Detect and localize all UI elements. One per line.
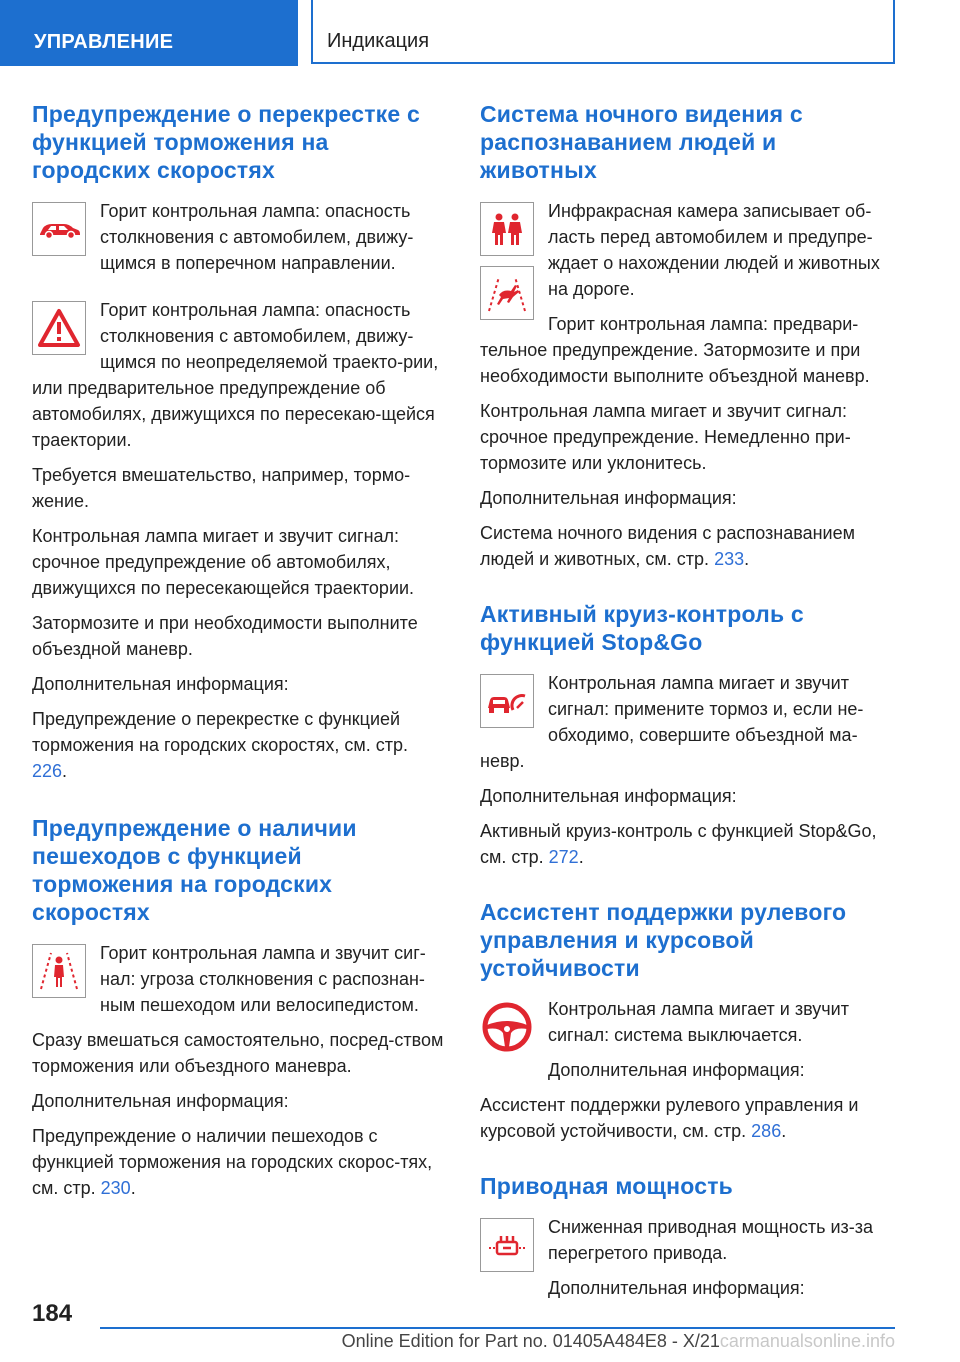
paragraph: Горит контрольная лампа: предвари-тельное предупреждение. Затормозите и при необходимости выполните объездной маневр. <box>480 314 870 386</box>
reference-text: Ассистент поддержки рулевого управления и курсовой устойчивости, см. стр. <box>480 1095 859 1141</box>
reference-text: Предупреждение о наличии пешеходов с функцией торможения на городских скорос-тях, см. стр. <box>32 1126 433 1198</box>
section-drive-power <box>480 1172 896 1310</box>
paragraph: Дополнительная информация: <box>480 786 737 806</box>
footer-edition <box>100 1331 895 1352</box>
section-title: Приводная мощность <box>480 1173 733 1199</box>
section-steering-assistant <box>480 898 896 1144</box>
pedestrian-warning-icon <box>32 944 86 998</box>
section-cruise-control <box>480 600 896 870</box>
indicator-item <box>32 198 448 285</box>
page-link[interactable]: 286 <box>751 1121 782 1141</box>
indicator-item <box>32 297 448 462</box>
page-link[interactable]: 230 <box>100 1178 131 1198</box>
footer-divider <box>100 1327 895 1329</box>
paragraph: Дополнительная информация: <box>548 1060 805 1080</box>
watermark: carmanualsonline.info <box>719 1331 895 1351</box>
paragraph: Сразу вмешаться самостоятельно, посред-ством торможения или объездного маневра. <box>32 1030 444 1076</box>
warning-triangle-icon <box>32 301 86 355</box>
indicator-item <box>480 198 896 398</box>
indicator-item <box>480 996 896 1092</box>
page-link[interactable]: 233 <box>714 549 745 569</box>
chapter-title: Индикация <box>311 0 895 64</box>
section-title: Предупреждение о наличии пешеходов с функцией торможения на городских скоростях <box>32 815 357 925</box>
left-column <box>32 100 448 1221</box>
indicator-item <box>480 670 896 783</box>
section-tab: УПРАВЛЕНИЕ <box>0 0 298 66</box>
paragraph: Контрольная лампа мигает и звучит сигнал: срочное предупреждение. Немедленно при-тормозите или уклонитесь. <box>480 401 851 473</box>
section-title: Система ночного видения с распознаванием людей и животных <box>480 101 803 183</box>
icon-stack <box>480 198 534 326</box>
animal-warning-icon <box>480 266 534 320</box>
steering-wheel-icon <box>480 1000 534 1054</box>
section-crossing-warning <box>32 100 448 784</box>
indicator-text: Горит контрольная лампа: опасность столкновения с автомобилем, движу-щимся в поперечном направлении. <box>100 201 414 273</box>
paragraph: Дополнительная информация: <box>32 1091 289 1111</box>
paragraph: Затормозите и при необходимости выполните объездной маневр. <box>32 613 418 659</box>
edition-text: Online Edition for Part no. 01405A484E8 - X/21 <box>341 1331 720 1351</box>
paragraph: Контрольная лампа мигает и звучит сигнал: срочное предупреждение об автомобилях, движущихся по пересекающейся траектории. <box>32 526 415 598</box>
people-icon <box>480 202 534 256</box>
reference-paragraph: Ассистент поддержки рулевого управления и курсовой устойчивости, см. стр. 286. <box>480 1095 859 1141</box>
indicator-text: Горит контрольная лампа и звучит сиг-нал: угроза столкновения с распознан-ным пешеходом или велосипедистом. <box>100 943 426 1015</box>
paragraph: Требуется вмешательство, например, тормо-жение. <box>32 465 411 511</box>
reference-paragraph: Активный круиз-контроль с функцией Stop&Go, см. стр. 272. <box>480 821 877 867</box>
section-night-vision <box>480 100 896 572</box>
cruise-control-icon <box>480 674 534 728</box>
reference-paragraph: Предупреждение о перекрестке с функцией торможения на городских скоростях, см. стр. 226. <box>32 709 408 781</box>
page-link[interactable]: 226 <box>32 761 63 781</box>
page-header <box>0 0 960 66</box>
page-link[interactable]: 272 <box>548 847 579 867</box>
indicator-text: Контрольная лампа мигает и звучит сигнал: примените тормоз и, если не-обходимо, совершите объездной ма-невр. <box>480 673 864 771</box>
reference-text: Активный круиз-контроль с функцией Stop&Go, см. стр. <box>480 821 877 867</box>
reference-paragraph: Предупреждение о наличии пешеходов с функцией торможения на городских скорос-тях, см. стр. 230. <box>32 1126 433 1198</box>
paragraph: Дополнительная информация: <box>548 1278 805 1298</box>
reference-text: Предупреждение о перекрестке с функцией торможения на городских скоростях, см. стр. <box>32 709 408 755</box>
car-warning-icon <box>32 202 86 256</box>
page-number: 184 <box>32 1300 73 1327</box>
drive-power-icon <box>480 1218 534 1272</box>
section-title: Предупреждение о перекрестке с функцией торможения на городских скоростях <box>32 101 420 183</box>
paragraph: Дополнительная информация: <box>480 488 737 508</box>
indicator-item <box>480 1214 896 1310</box>
reference-paragraph: Система ночного видения с распознаванием людей и животных, см. стр. 233. <box>480 523 855 569</box>
indicator-text: Контрольная лампа мигает и звучит сигнал: система выключается. <box>548 999 849 1045</box>
indicator-item <box>32 940 448 1027</box>
section-title: Активный круиз-контроль с функцией Stop&Go <box>480 601 804 655</box>
indicator-text: Горит контрольная лампа: опасность столкновения с автомобилем, движу-щимся по неопределяемой траекто-рии, или предварительное предупреждение об автомобилях, движущихся по пересекаю-щейся траектории. <box>32 300 439 450</box>
indicator-text: Инфракрасная камера записывает об-ласть перед автомобилем и предупре-ждает о нахождении людей и животных на дороге. <box>548 201 880 299</box>
reference-text: Система ночного видения с распознаванием людей и животных, см. стр. <box>480 523 855 569</box>
right-column <box>480 100 896 1330</box>
paragraph: Дополнительная информация: <box>32 674 289 694</box>
section-pedestrian-warning <box>32 814 448 1201</box>
section-title: Ассистент поддержки рулевого управления и курсовой устойчивости <box>480 899 847 981</box>
indicator-text: Сниженная приводная мощность из-за перегретого привода. <box>548 1217 874 1263</box>
